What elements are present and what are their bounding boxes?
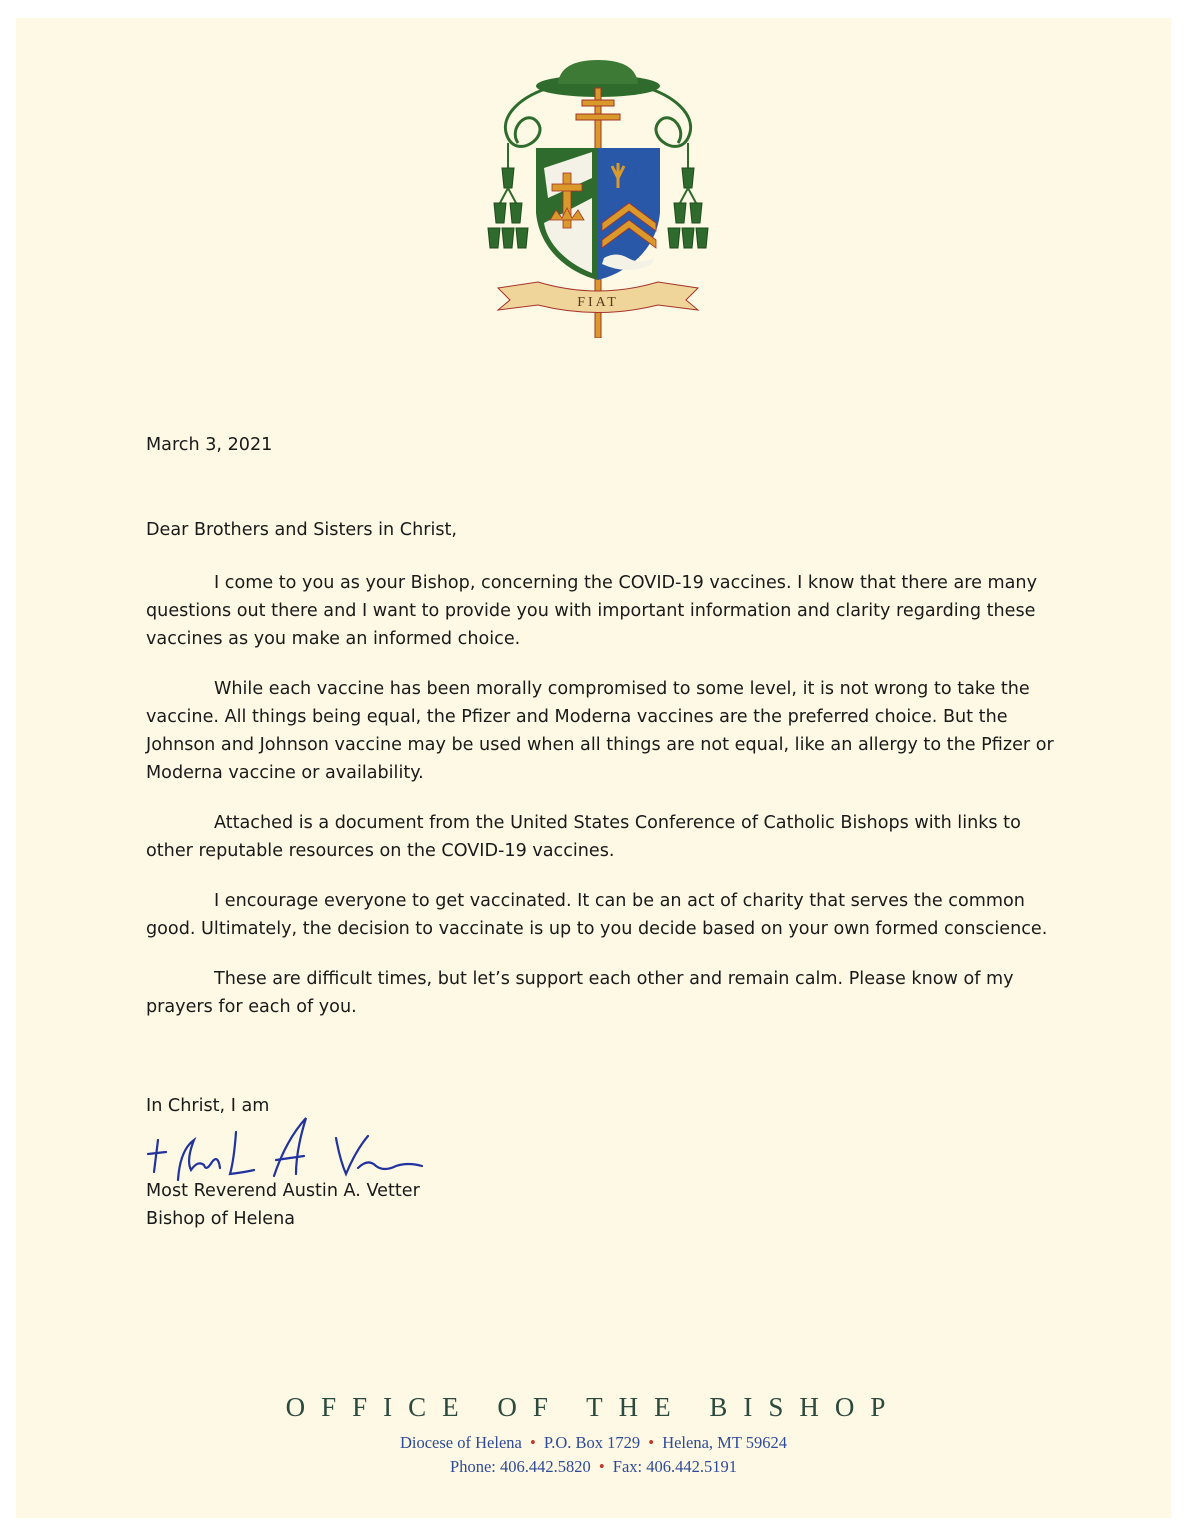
left-tassels (488, 143, 528, 248)
fax: Fax: 406.442.5191 (612, 1457, 737, 1476)
right-cords (648, 88, 691, 146)
signer-block (146, 1177, 420, 1233)
city-state-zip: Helena, MT 59624 (662, 1433, 787, 1452)
office-heading: OFFICE OF THE BISHOP (285, 1392, 902, 1422)
letter-date: March 3, 2021 (146, 435, 273, 455)
paragraph: I come to you as your Bishop, concerning the COVID-19 vaccines. I know that there are many questions out there and I want to provide you with important information and clarity regarding these vaccines as you make an informed choice. (146, 573, 1037, 649)
letter-body (146, 569, 1056, 1043)
closing: In Christ, I am (146, 1096, 270, 1116)
footer-contact (0, 1457, 1187, 1477)
separator: • (648, 1433, 655, 1452)
paragraph: These are difficult times, but let’s support each other and remain calm. Please know of my prayers for each of you. (146, 969, 1014, 1017)
phone: Phone: 406.442.5820 (450, 1457, 591, 1476)
signer-name: Most Reverend Austin A. Vetter (146, 1181, 420, 1201)
salutation: Dear Brothers and Sisters in Christ, (146, 520, 458, 540)
paragraph: Attached is a document from the United States Conference of Catholic Bishops with links to other reputable resources on the COVID-19 vaccines. (146, 813, 1021, 861)
signer-title: Bishop of Helena (146, 1209, 296, 1229)
footer-address (0, 1433, 1187, 1453)
separator: • (529, 1433, 536, 1452)
coat-of-arms (478, 48, 718, 338)
left-cords (505, 88, 548, 146)
separator: • (598, 1457, 605, 1476)
po-box: P.O. Box 1729 (543, 1433, 641, 1452)
galero-crown (558, 60, 638, 84)
paragraph: While each vaccine has been morally compromised to some level, it is not wrong to take the vaccine. All things being equal, the Pfizer and Moderna vaccines are the preferred choice. But the Johnson and Johnson vaccine may be used when all things are not equal, like an allergy to the Pfizer or Moderna vaccine or availability. (146, 679, 1054, 783)
right-tassels (668, 143, 708, 248)
paragraph: I encourage everyone to get vaccinated. It can be an act of charity that serves the common good. Ultimately, the decision to vaccinate is up to you decide based on your own formed conscience. (146, 891, 1048, 939)
motto-text: FIAT (577, 295, 619, 310)
diocese: Diocese of Helena (399, 1433, 522, 1452)
